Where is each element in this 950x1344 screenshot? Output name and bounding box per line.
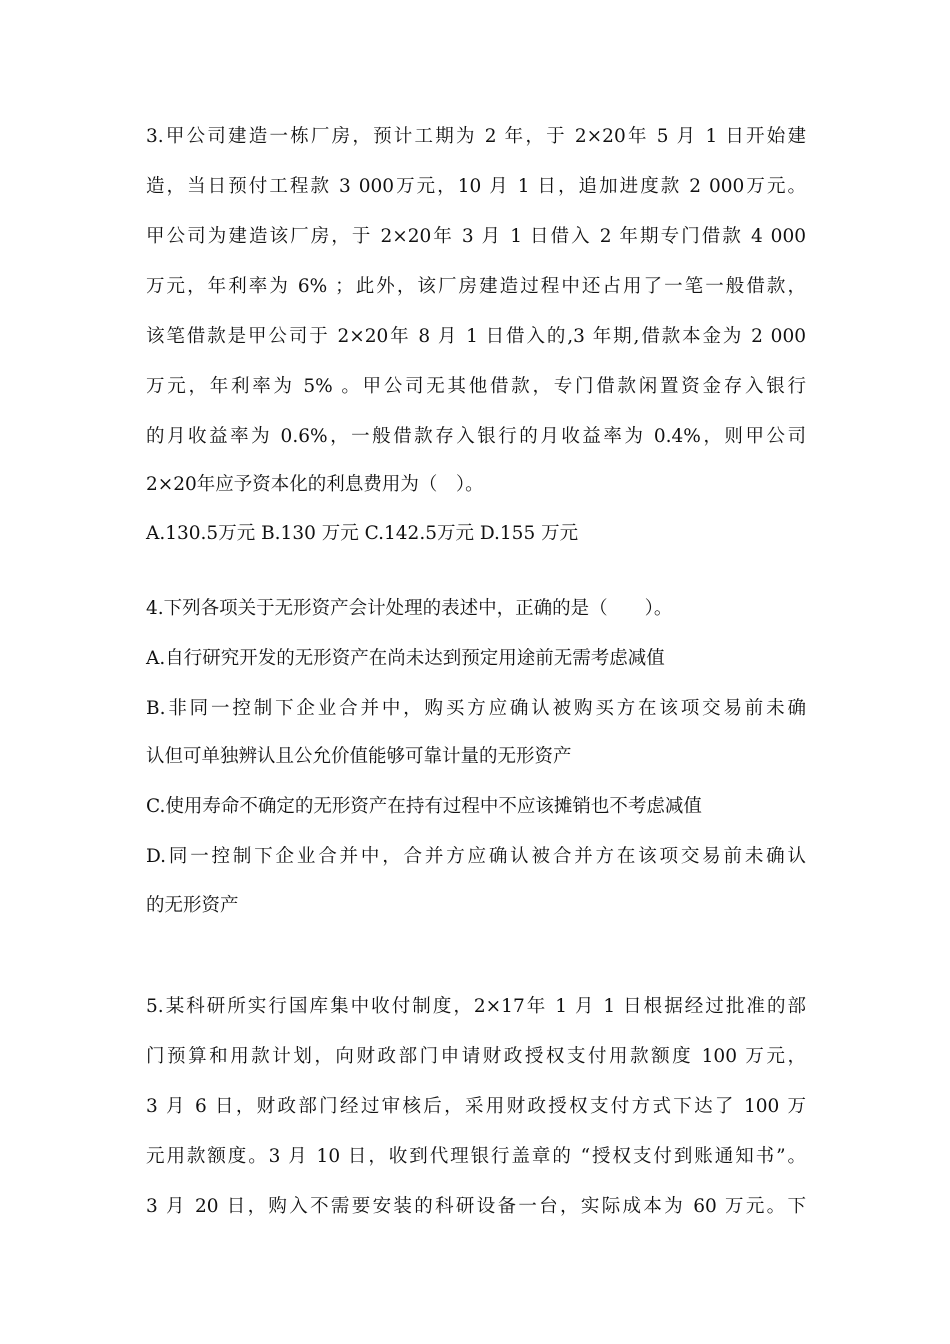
q4-option-c: C.使用寿命不确定的无形资产在持有过程中不应该摊销也不考虑减值 [146,796,702,817]
q4-option-b-cont: 认但可单独辨认且公允价值能够可靠计量的无形资产 [146,746,572,767]
q3-text-line: 该笔借款是甲公司于 2×20年 8 月 1 日借入的,3 年期,借款本金为 2 000 [146,326,806,347]
q5-text-line: 3 月 20 日，购入不需要安装的科研设备一台，实际成本为 60 万元。下 [146,1196,806,1217]
q3-text-line: 造，当日预付工程款 3 000万元，10 月 1 日，追加进度款 2 000万元。 [146,176,806,197]
q4-option-d-cont: 的无形资产 [146,895,239,916]
q3-text-line: 甲公司为建造该厂房，于 2×20年 3 月 1 日借入 2 年期专门借款 4 000 [146,226,806,247]
q5-text-line: 3 月 6 日，财政部门经过审核后，采用财政授权支付方式下达了 100 万 [146,1096,806,1117]
q4-stem: 4.下列各项关于无形资产会计处理的表述中，正确的是（ ）。 [146,598,673,619]
q3-text-line: 3.甲公司建造一栋厂房，预计工期为 2 年，于 2×20年 5 月 1 日开始建 [146,126,806,147]
q5-text-line: 元用款额度。3 月 10 日，收到代理银行盖章的 “授权支付到账通知书”。 [146,1146,806,1167]
q3-text-line: 的月收益率为 0.6%，一般借款存入银行的月收益率为 0.4%，则甲公司 [146,426,806,447]
q3-text-line: 万元，年利率为 6% ；此外，该厂房建造过程中还占用了一笔一般借款， [146,276,806,297]
q5-text-line: 5.某科研所实行国库集中收付制度，2×17年 1 月 1 日根据经过批准的部 [146,996,806,1017]
q3-text-line: 2×20年应予资本化的利息费用为（ ）。 [146,474,484,495]
q3-text-line: 万元，年利率为 5% 。甲公司无其他借款，专门借款闲置资金存入银行 [146,376,806,397]
q5-text-line: 门预算和用款计划，向财政部门申请财政授权支付用款额度 100 万元， [146,1046,806,1067]
q4-option-d: D.同一控制下企业合并中，合并方应确认被合并方在该项交易前未确认 [146,846,806,867]
q4-option-b: B.非同一控制下企业合并中，购买方应确认被购买方在该项交易前未确 [146,698,806,719]
q3-options: A.130.5万元 B.130 万元 C.142.5万元 D.155 万元 [146,523,579,544]
q4-option-a: A.自行研究开发的无形资产在尚未达到预定用途前无需考虑减值 [146,648,665,669]
